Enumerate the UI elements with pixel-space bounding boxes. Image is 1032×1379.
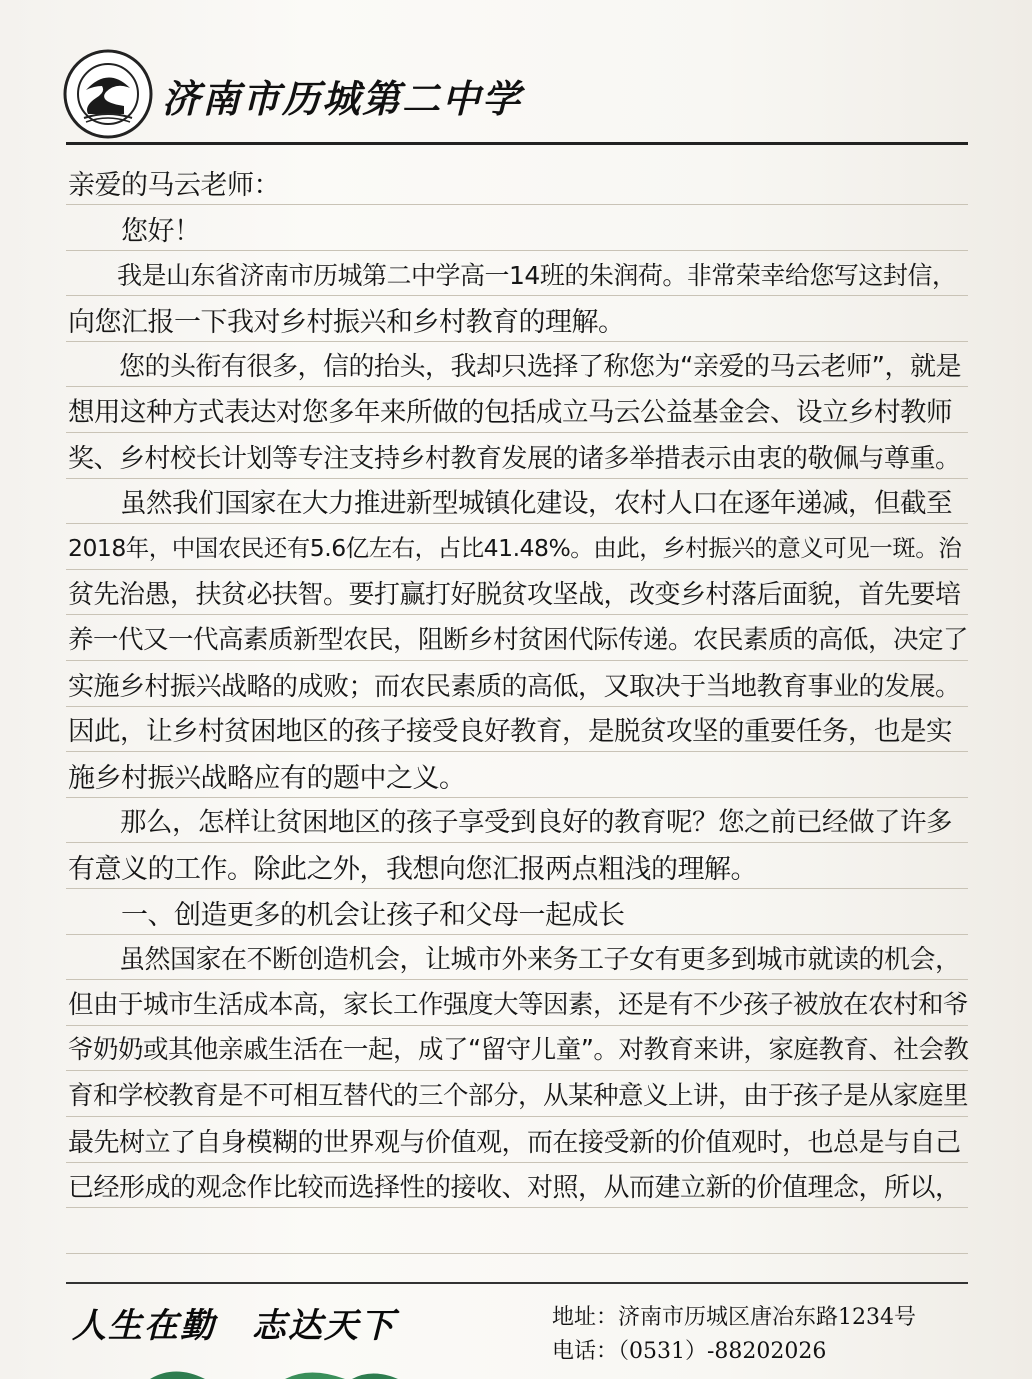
- ruled-line: [66, 478, 968, 479]
- ruled-line: [66, 797, 968, 798]
- school-name: 济南市历城第二中学: [162, 76, 523, 121]
- letter-line: 一、创造更多的机会让孩子和父母一起成长: [68, 900, 625, 931]
- letter-line: 最先树立了自身模糊的世界观与价值观，而在接受新的价值观时，也总是与自己: [68, 1128, 961, 1158]
- ruled-line: [66, 706, 968, 707]
- ruled-line: [66, 1116, 968, 1117]
- letter-line: 想用这种方式表达对您多年来所做的包括成立马云公益基金会、设立乡村教师: [68, 397, 952, 428]
- school-phone: 电话：（0531）-88202026: [552, 1339, 827, 1364]
- letter-line: 爷奶奶或其他亲戚生活在一起，成了“留守儿童”。对教育来讲，家庭教育、社会教: [68, 1035, 969, 1065]
- letter-line: 育和学校教育是不可相互替代的三个部分，从某种意义上讲，由于孩子是从家庭里: [68, 1081, 969, 1111]
- header-divider: [66, 142, 968, 145]
- ruled-line: [66, 204, 968, 205]
- letter-line: 2018年，中国农民还有5.6亿左右，占比41.48%。由此，乡村振兴的意义可见一斑。治: [68, 534, 962, 562]
- ruled-line: [66, 1070, 968, 1071]
- letter-line: 您好！: [68, 216, 201, 247]
- letter-line: 虽然国家在不断创造机会，让城市外来务工子女有更多到城市就读的机会，: [68, 945, 961, 975]
- letter-line: 向您汇报一下我对乡村振兴和乡村教育的理解。: [68, 307, 625, 338]
- ruled-line: [66, 842, 968, 843]
- letter-line: 亲爱的马云老师：: [68, 170, 280, 201]
- ruled-line: [66, 1207, 968, 1208]
- ruled-line: [66, 934, 968, 935]
- ruled-line: [66, 1025, 968, 1026]
- ruled-line: [66, 1253, 968, 1254]
- ruled-line: [66, 295, 968, 296]
- ruled-line: [66, 614, 968, 615]
- ruled-line: [66, 341, 968, 342]
- letter-line: 因此，让乡村贫困地区的孩子接受良好教育，是脱贫攻坚的重要任务，也是实: [68, 716, 952, 747]
- letter-line: 虽然我们国家在大力推进新型城镇化建设，农村人口在逐年递减，但截至: [68, 488, 952, 519]
- ruled-line: [66, 523, 968, 524]
- letter-line: 实施乡村振兴战略的成败；而农民素质的高低，又取决于当地教育事业的发展。: [68, 672, 961, 702]
- letter-line: 已经形成的观念作比较而选择性的接收、对照，从而建立新的价值理念，所以，: [68, 1173, 961, 1203]
- letter-line: 养一代又一代高素质新型农民，阻断乡村贫困代际传递。农民素质的高低，决定了: [68, 625, 969, 655]
- ruled-line: [66, 569, 968, 570]
- ruled-line: [66, 888, 968, 889]
- ruled-line: [66, 1162, 968, 1163]
- ruled-line: [66, 250, 968, 251]
- ruled-line: [66, 979, 968, 980]
- letter-line: 您的头衔有很多，信的抬头，我却只选择了称您为“亲爱的马云老师”，就是: [68, 352, 961, 382]
- letter-line: 我是山东省济南市历城第二中学高一14班的朱润荷。非常荣幸给您写这封信，: [68, 261, 957, 290]
- footer-divider: [66, 1282, 968, 1284]
- letter-line: 但由于城市生活成本高，家长工作强度大等因素，还是有不少孩子被放在农村和爷: [68, 990, 969, 1020]
- letter-line: 奖、乡村校长计划等专注支持乡村教育发展的诸多举措表示由衷的敬佩与尊重。: [68, 444, 961, 474]
- letter-line: 施乡村振兴战略应有的题中之义。: [68, 763, 466, 794]
- letter-line: 那么，怎样让贫困地区的孩子享受到良好的教育呢？您之前已经做了许多: [68, 807, 952, 838]
- ruled-line: [66, 386, 968, 387]
- footer-decoration: [0, 1360, 1032, 1379]
- school-address: 地址：济南市历城区唐冶东路1234号: [552, 1305, 916, 1330]
- school-logo: [62, 48, 154, 140]
- ruled-line: [66, 751, 968, 752]
- ruled-line: [66, 432, 968, 433]
- letter-line: 有意义的工作。除此之外，我想向您汇报两点粗浅的理解。: [68, 854, 757, 885]
- school-motto: 人生在勤 志达天下: [72, 1306, 396, 1346]
- letter-line: 贫先治愚，扶贫必扶智。要打赢打好脱贫攻坚战，改变乡村落后面貌，首先要培: [68, 580, 961, 610]
- ruled-line: [66, 660, 968, 661]
